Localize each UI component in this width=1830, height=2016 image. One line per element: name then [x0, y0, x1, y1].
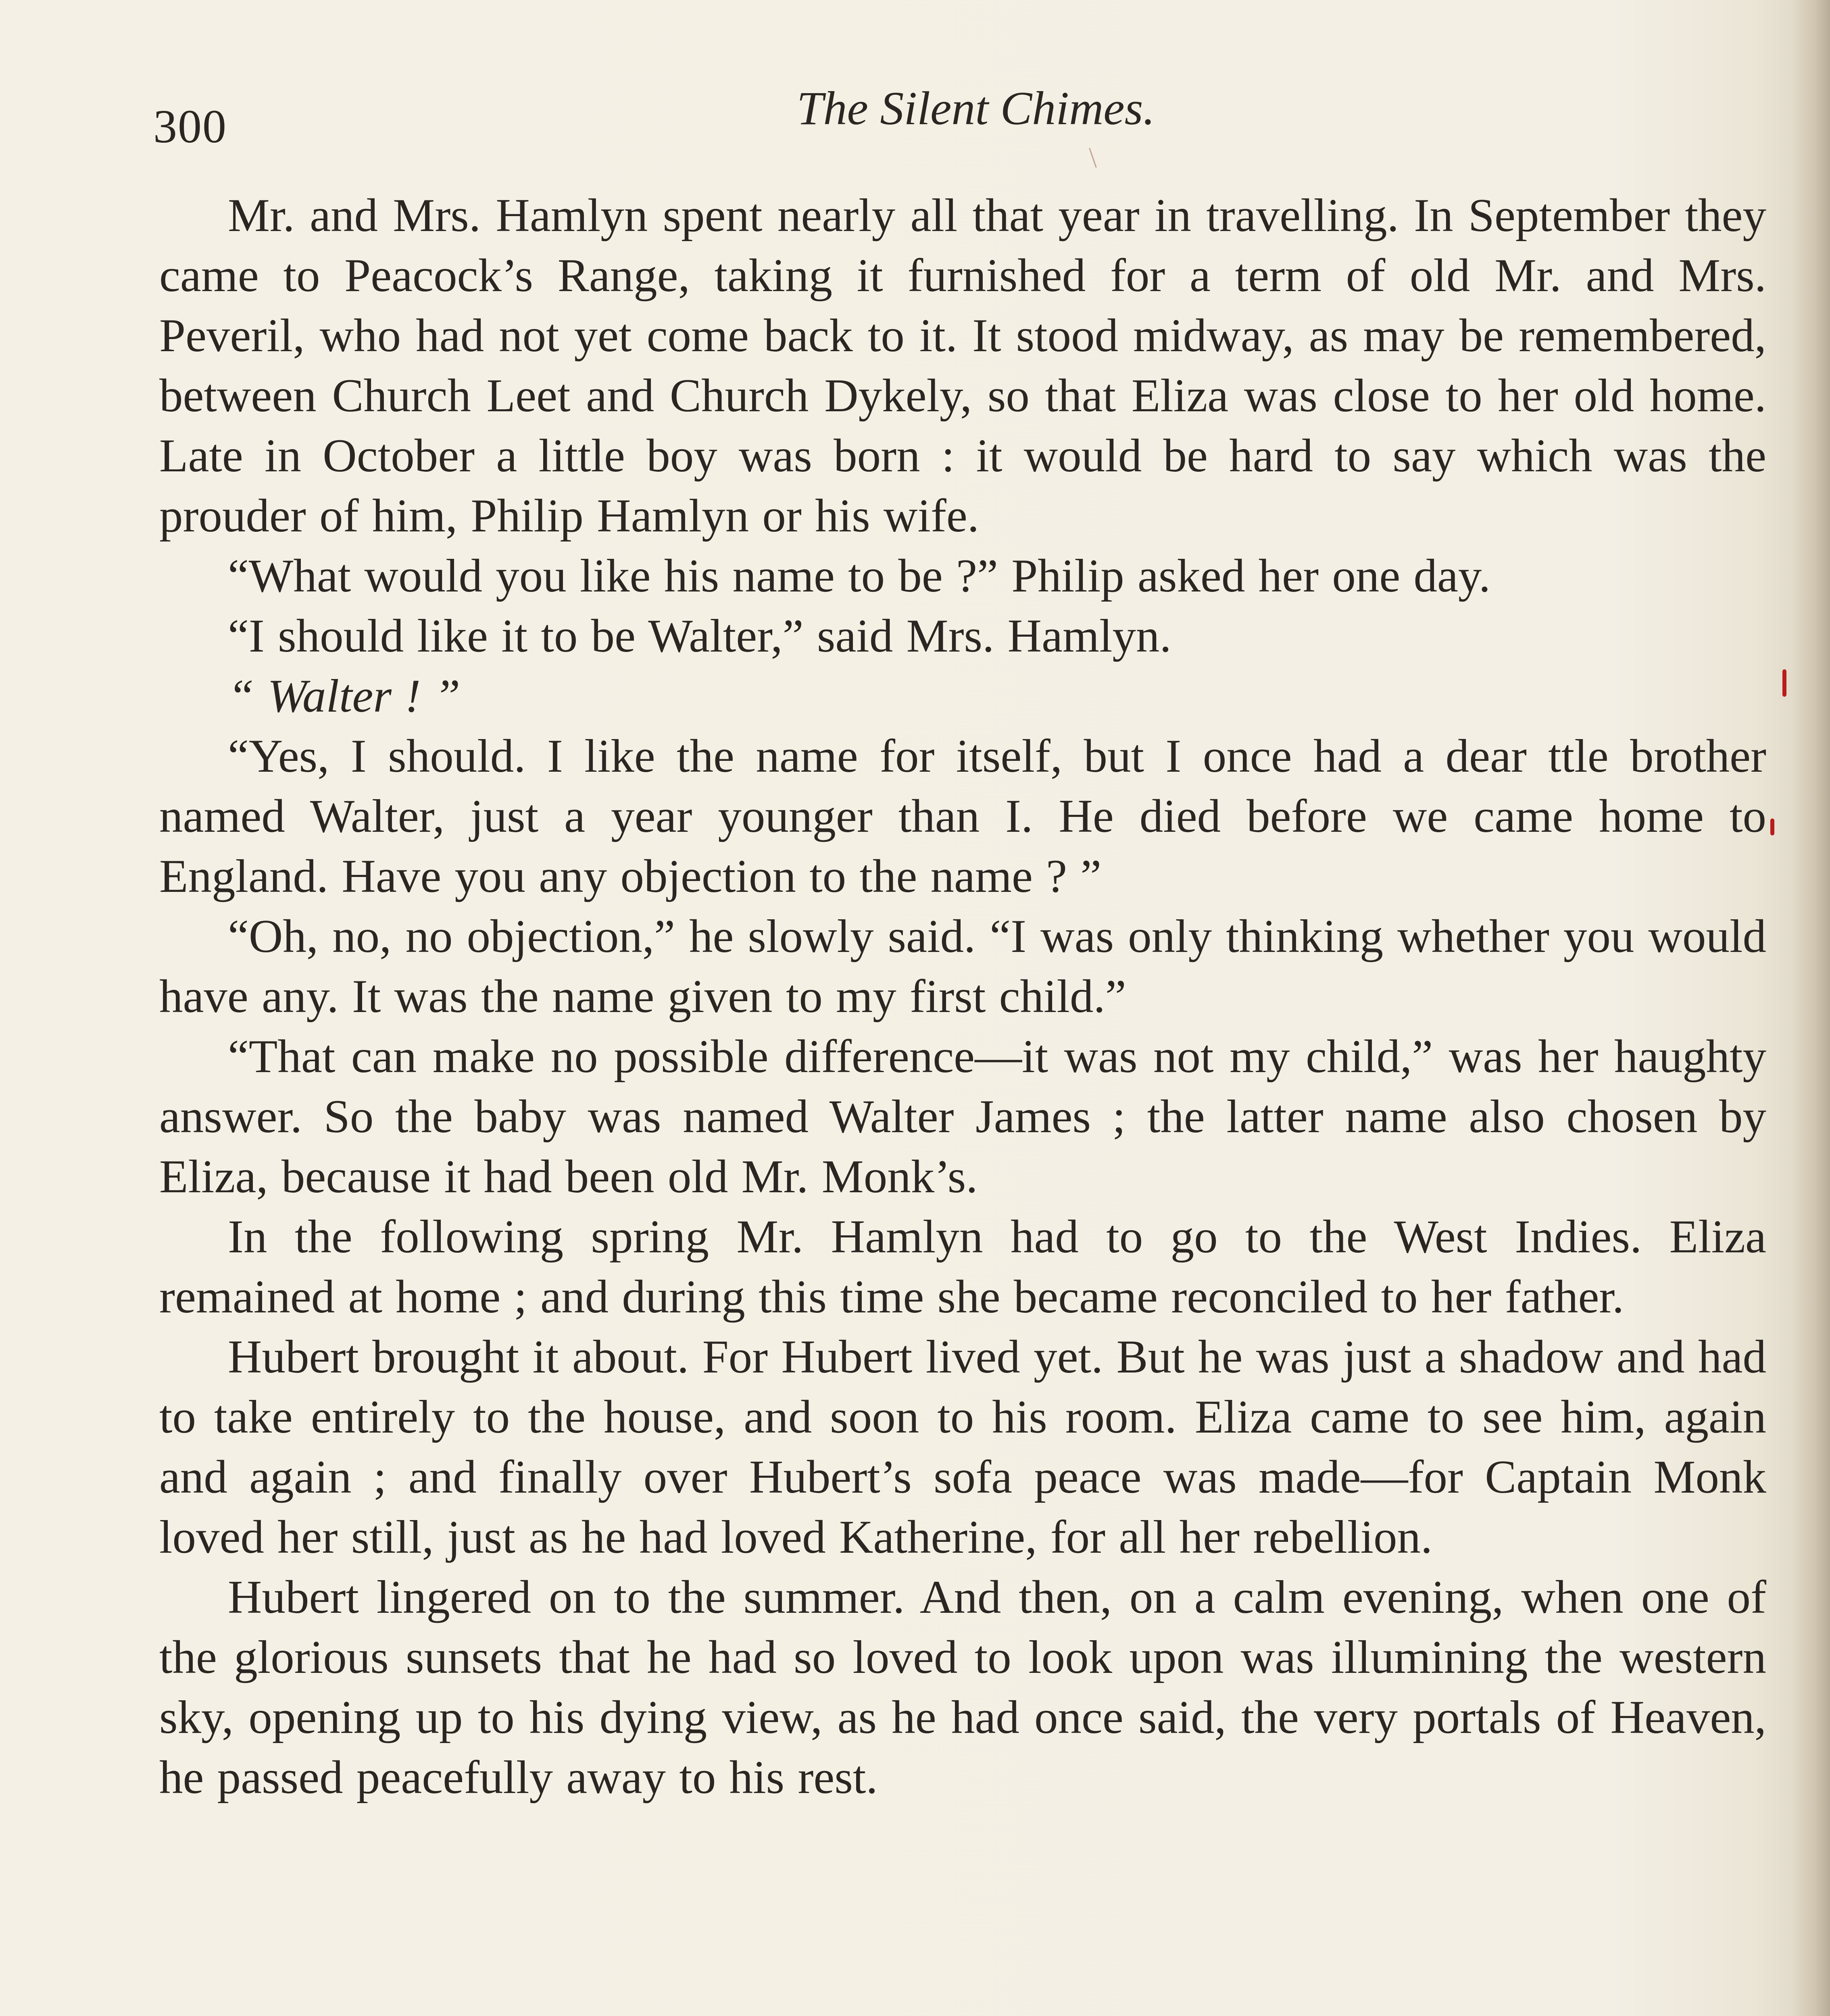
main-text-column: [159, 185, 1766, 1808]
paragraph-travelling: Mr. and Mrs. Hamlyn spent nearly all that year in travelling. In September they came to Peacock’s Range, taking it furnished for a term of old Mr. and Mrs. Peveril, who had not yet come back to it. It stood midway, as may be remembered, between Church Leet and Church Dykely, so that Eliza was close to her old home. Late in October a little boy was born : it would be hard to say which was the prouder of him, Philip Hamlyn or his wife.: [159, 190, 1766, 542]
red-margin-mark-icon: [1770, 818, 1774, 835]
paragraph-name-question: “What would you like his name to be ?” Philip asked her one day.: [228, 550, 1491, 602]
paragraph-walter-reply: “I should like it to be Walter,” said Mrs. Hamlyn.: [228, 610, 1171, 662]
running-head: The Silent Chimes.: [796, 82, 1155, 135]
page-number: 300: [153, 100, 227, 153]
page-gutter-shadow: [1792, 0, 1830, 2016]
print-bleed-mark-icon: \: [1089, 142, 1097, 174]
paragraph-west-indies: In the following spring Mr. Hamlyn had to go to the West Indies. Eliza remained at home ; and during this time she became reconciled to her father.: [159, 1211, 1766, 1323]
paragraph-hubert-reconciliation: Hubert brought it about. For Hubert lived yet. But he was just a shadow and had to take entirely to the house, and soon to his room. Eliza came to see him, again and again ; and finally over Hubert’s sofa peace was made—for Captain Monk loved her still, just as he had loved Katherine, for all her rebellion.: [159, 1331, 1766, 1563]
paragraph-haughty-answer: “That can make no possible difference—it was not my child,” was her haughty answer. So the baby was named Walter James ; the latter name also chosen by Eliza, because it had been old Mr. Monk’s.: [159, 1031, 1766, 1203]
paragraph-hubert-death: Hubert lingered on to the summer. And then, on a calm evening, when one of the glorious sunsets that he had so loved to look upon was illumining the western sky, opening up to his dying view, as he had once said, the very portals of Heaven, he passed peacefully away to his rest.: [159, 1571, 1766, 1804]
red-margin-mark-icon: [1782, 669, 1786, 697]
paragraph-brother-memory: “Yes, I should. I like the name for itself, but I once had a dear ttle brother named Walter, just a year younger than I. He died before we came home to England. Have you any objection to the name ? ”: [159, 730, 1766, 902]
paragraph-no-objection: “Oh, no, no objection,” he slowly said. “I was only thinking whether you would have any. It was the name given to my first child.”: [159, 910, 1766, 1023]
paragraph-walter-exclamation: “ Walter ! ”: [228, 670, 461, 722]
